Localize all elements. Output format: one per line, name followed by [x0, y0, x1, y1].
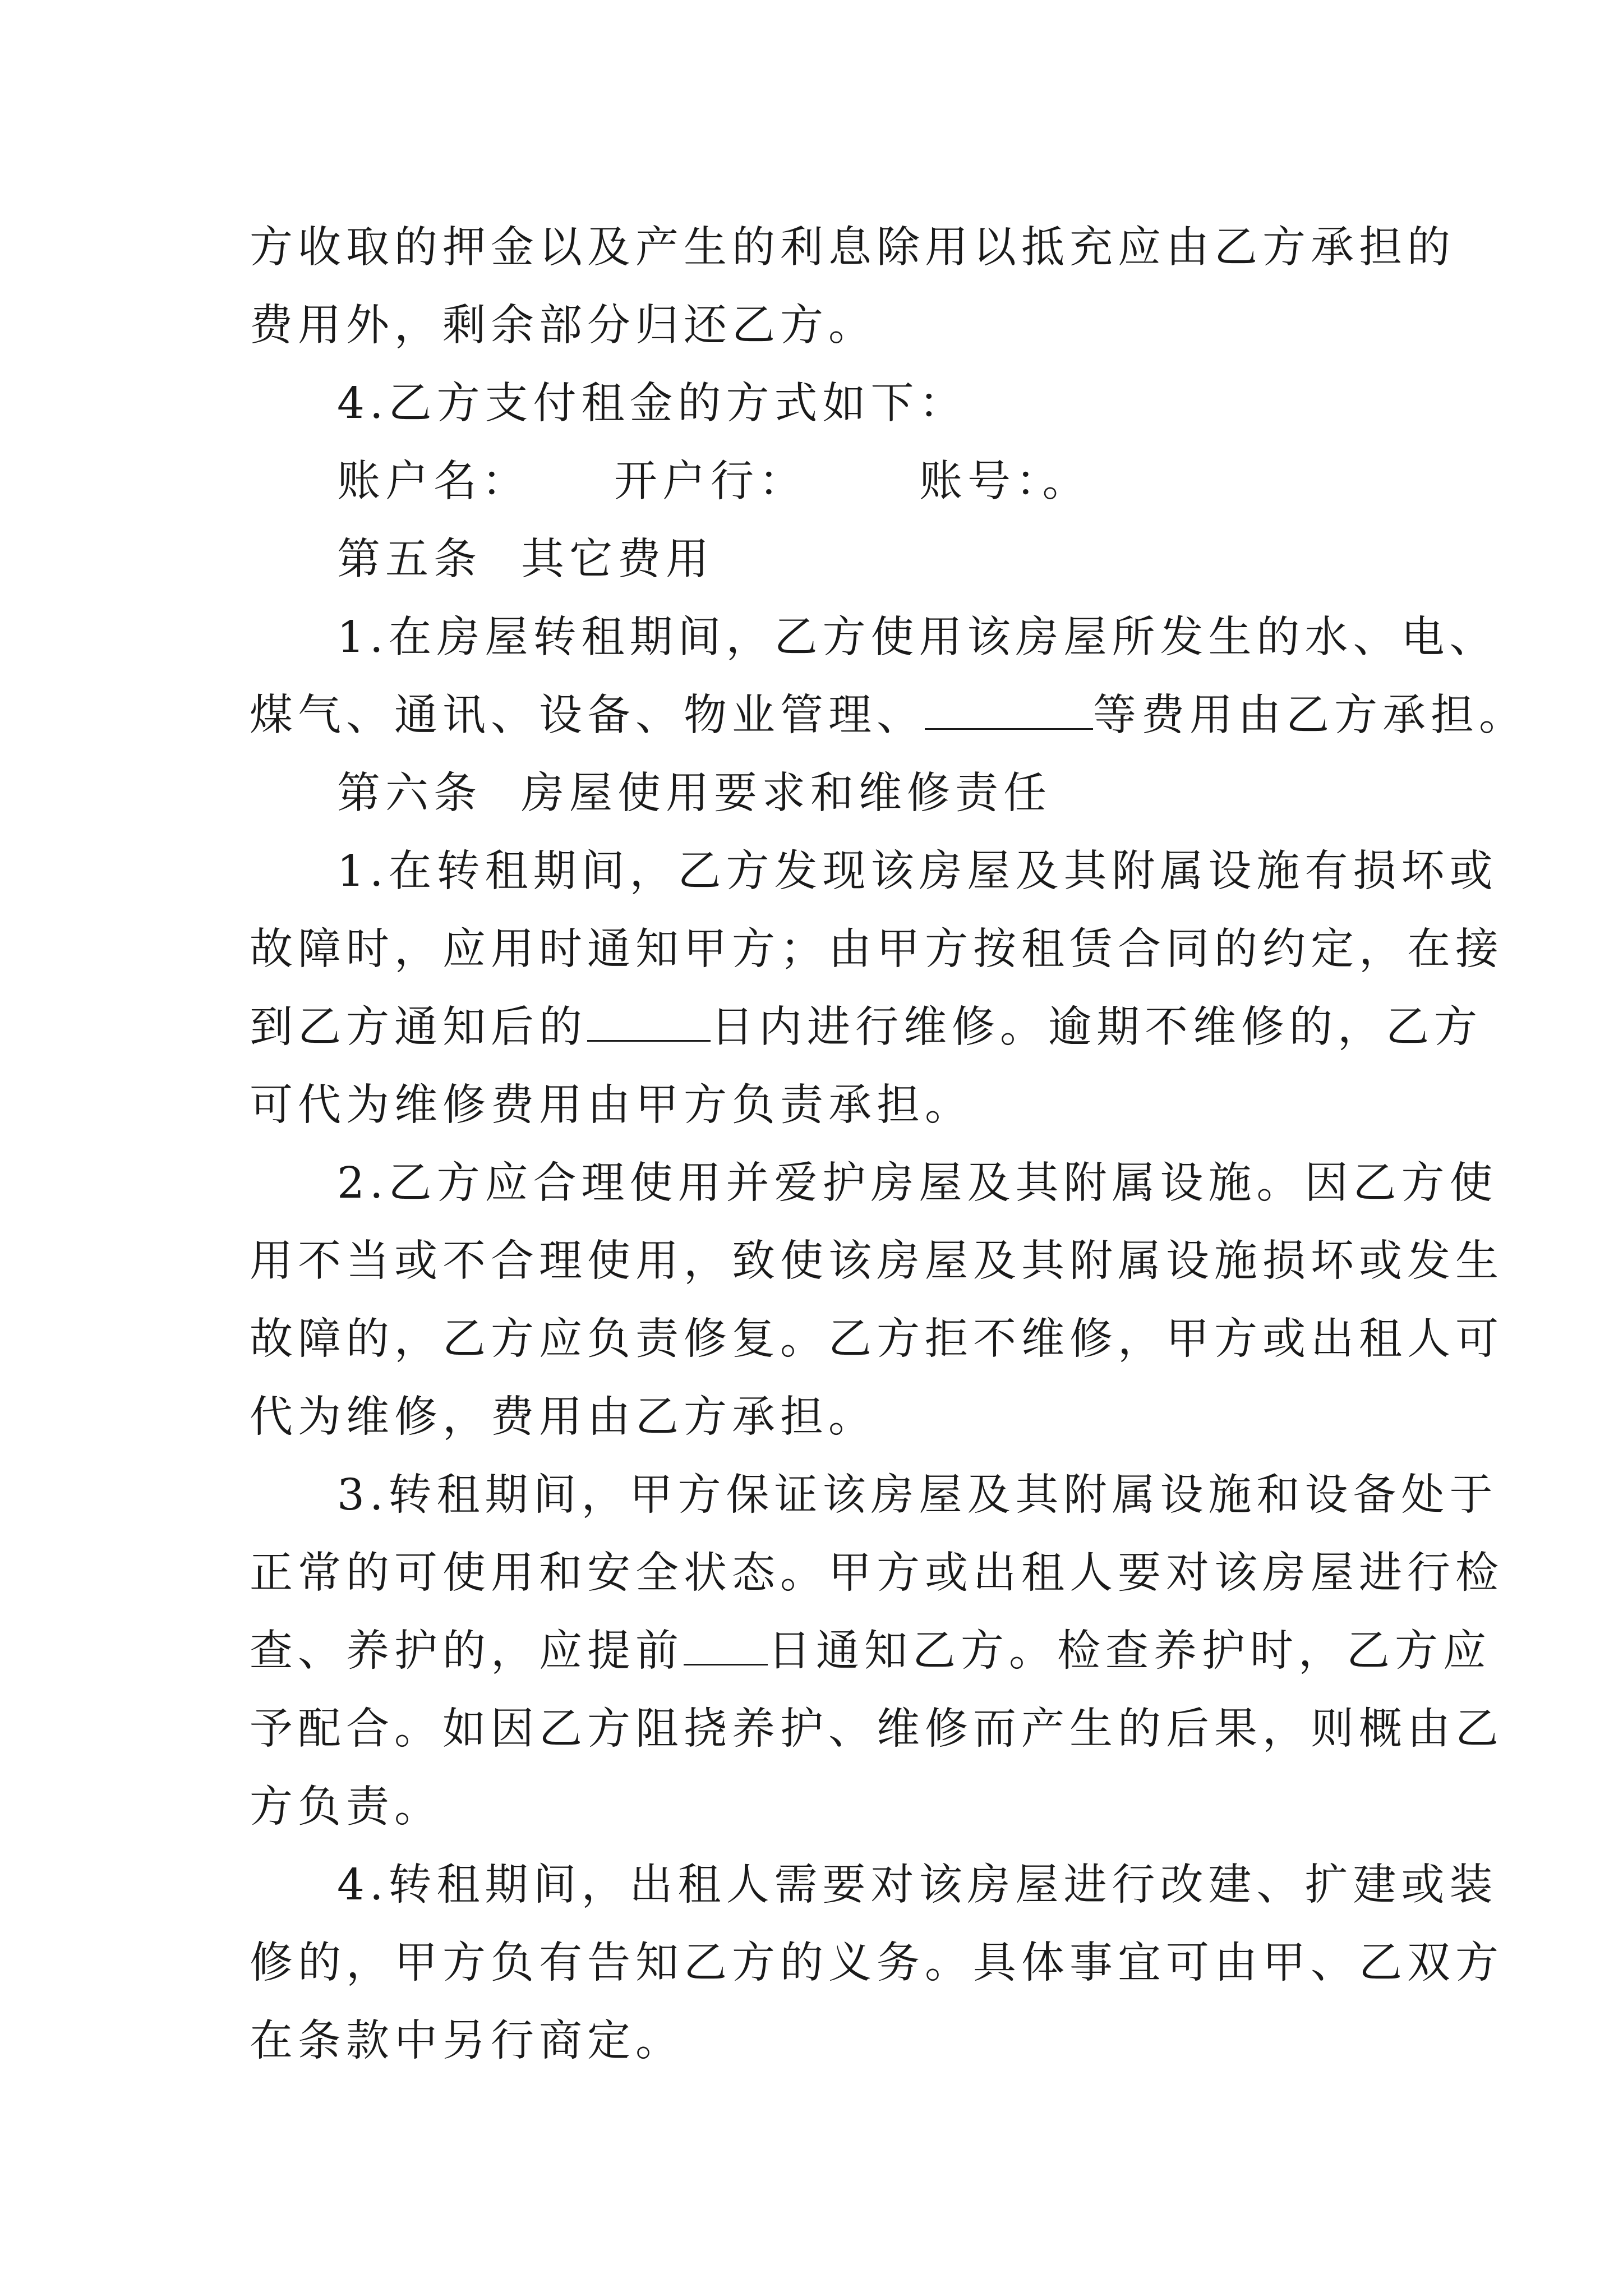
fill-in-blank [684, 1623, 768, 1665]
text-line: 方收取的押金以及产生的利息除用以抵充应由乙方承担的 [250, 223, 1455, 273]
payment-info-line [250, 443, 1416, 521]
account-name-label: 账户名： [337, 457, 530, 507]
text-line: 在条款中另行商定。 [250, 2016, 684, 2066]
text-line: 1.在转租期间，乙方发现该房屋及其附属设施有损坏或 [337, 846, 1498, 896]
text-line: 故障的，乙方应负责修复。乙方拒不维修，甲方或出租人可 [250, 1314, 1504, 1364]
article-heading [250, 521, 1416, 599]
text-line: 4.乙方支付租金的方式如下： [337, 379, 967, 429]
fill-in-blank [587, 1000, 711, 1042]
text-line: 到乙方通知后的 日内进行维修。逾期不维修的，乙方 [250, 988, 1416, 1066]
text-line: 代为维修，费用由乙方承担。 [250, 1392, 877, 1442]
text-line: 2.乙方应合理使用并爱护房屋及其附属设施。因乙方使 [337, 1158, 1498, 1208]
text-line: 修的，甲方负有告知乙方的义务。具体事宜可由甲、乙双方 [250, 1938, 1504, 1988]
account-number-label: 账号：。 [919, 457, 1091, 507]
text-line: 煤气、通讯、设备、物业管理、 等费用由乙方承担。 [250, 677, 1416, 754]
fill-in-blank [925, 688, 1093, 730]
text-line: 正常的可使用和安全状态。甲方或出租人要对该房屋进行检 [250, 1548, 1504, 1598]
text-line: 用不当或不合理使用，致使该房屋及其附属设施损坏或发生 [250, 1236, 1504, 1286]
article-title: 房屋使用要求和维修责任 [521, 769, 1052, 818]
text-line: 故障时，应用时通知甲方；由甲方按租赁合同的约定，在接 [250, 924, 1504, 974]
text-line: 1.在房屋转租期间，乙方使用该房屋所发生的水、电、 [337, 613, 1498, 662]
text-line: 可代为维修费用由甲方负责承担。 [250, 1080, 973, 1130]
text-line: 予配合。如因乙方阻挠养护、维修而产生的后果，则概由乙 [250, 1704, 1504, 1754]
document-body [250, 209, 1527, 2080]
article-title: 其它费用 [521, 535, 714, 585]
text-line: 3.转租期间，甲方保证该房屋及其附属设施和设备处于 [337, 1470, 1498, 1520]
article-number: 第六条 [337, 769, 482, 818]
bank-label: 开户行： [614, 457, 807, 507]
text-line: 方负责。 [250, 1782, 442, 1832]
text-line: 费用外，剩余部分归还乙方。 [250, 301, 877, 351]
article-heading [250, 754, 1416, 832]
text-line: 4.转租期间，出租人需要对该房屋进行改建、扩建或装 [337, 1860, 1498, 1910]
text-line: 查、养护的，应提前 日通知乙方。检查养护时，乙方应 [250, 1612, 1416, 1690]
article-number: 第五条 [337, 535, 482, 585]
